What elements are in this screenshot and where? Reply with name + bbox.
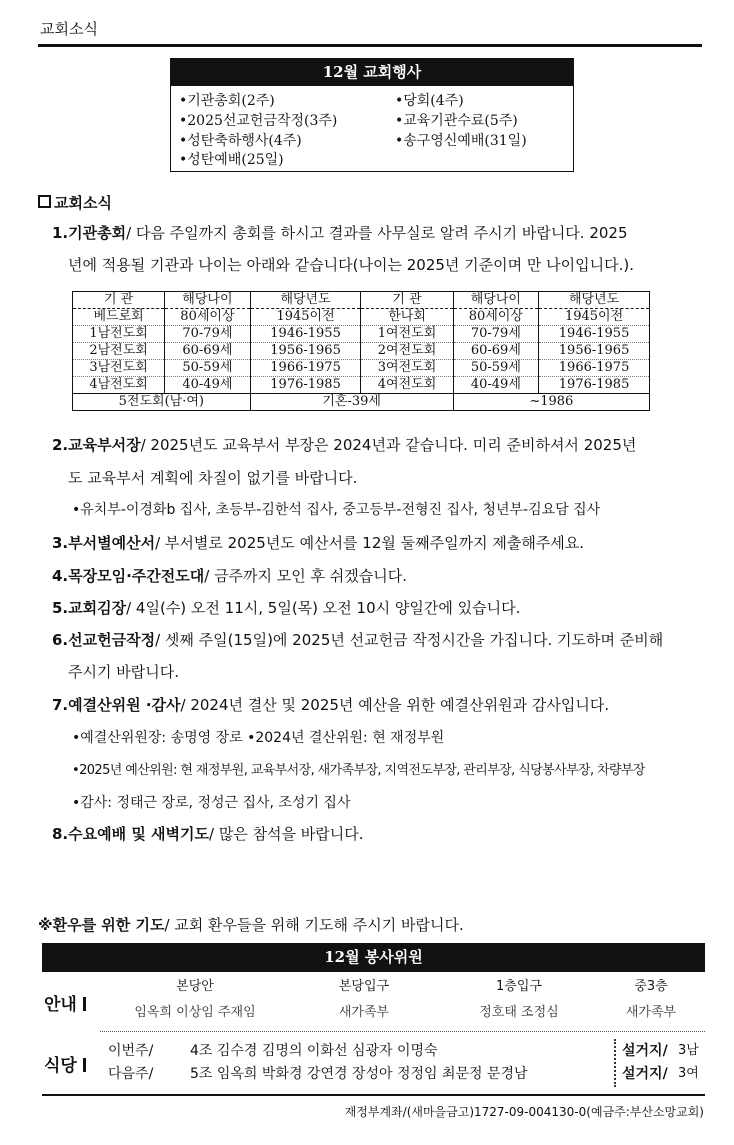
item-text: / 2024년 결산 및 2025년 예산을 위한 예결산위원과 감사입니다. [180, 696, 610, 714]
table-row [73, 360, 650, 377]
news-item-7-sub: •감사: 정태근 장로, 정성근 집사, 조성기 집사 [72, 795, 351, 811]
table-header: 해당년도 [539, 292, 650, 309]
table-cell: 1946-1955 [250, 326, 361, 343]
news-item-3 [52, 532, 584, 554]
bank-account-info: 재정부계좌/(새마을금고)1727-09-004130-0(예금주:부산소망교회) [344, 1105, 704, 1119]
table-cell: 1956-1965 [250, 343, 361, 360]
news-item-7-sub: •2025년 예산위원: 현 재정부원, 교육부서장, 새가족부장, 지역전도부장, 관리부장, 식당봉사부장, 차량부장 [72, 763, 645, 778]
prayer-request [38, 914, 464, 935]
guide-names: 새가족부 [625, 1005, 677, 1020]
table-cell: 80세이상 [165, 309, 251, 326]
label-bar-icon [83, 997, 86, 1011]
news-item-6-cont: 주시기 바랍니다. [68, 663, 179, 681]
table-cell: 1946-1955 [539, 326, 650, 343]
square-bullet-icon [38, 195, 51, 208]
table-cell: 50-59세 [453, 360, 539, 377]
item-heading: 기관총회 [68, 224, 127, 242]
table-cell: 40-49세 [165, 377, 251, 394]
dish-label: 설거지/ [622, 1043, 668, 1059]
item-heading: 목장모임·주간전도대 [68, 567, 205, 585]
item-heading: 선교헌금작정 [68, 631, 156, 649]
table-cell: 40-49세 [453, 377, 539, 394]
table-cell: 50-59세 [165, 360, 251, 377]
label-bar-icon [83, 1058, 86, 1072]
news-item-2-cont: 도 교육부서 계획에 차질이 없기를 바랍니다. [68, 469, 358, 487]
table-cell: 1956-1965 [539, 343, 650, 360]
item-heading: 예결산위원 ·감사 [68, 696, 181, 714]
table-cell: 기혼-39세 [250, 394, 453, 411]
event-item: •기관총회(2주) [179, 93, 275, 109]
table-cell: 1976-1985 [539, 377, 650, 394]
dish-divider [614, 1039, 616, 1087]
table-cell: 2남전도회 [73, 343, 165, 360]
item-number: 6. [52, 631, 69, 649]
table-row [73, 309, 650, 326]
news-item-7 [52, 694, 609, 716]
guide-names: 정호태 조정심 [479, 1005, 559, 1020]
table-header-row [73, 292, 650, 309]
event-item: •성탄축하행사(4주) [179, 133, 302, 149]
news-item-2-sub: •유치부-이경화b 집사, 초등부-김한석 집사, 중고등부-전형진 집사, 청년부-김요담 집사 [72, 502, 601, 518]
item-text: / 많은 참석을 바랍니다. [209, 825, 364, 843]
item-number: 2. [52, 436, 69, 454]
news-item-8 [52, 823, 364, 845]
age-group-table [72, 291, 650, 411]
item-heading: 부서별예산서 [68, 534, 156, 552]
table-cell: 60-69세 [165, 343, 251, 360]
table-cell: 3여전도회 [361, 360, 453, 377]
item-text: / 4일(수) 오전 11시, 5일(목) 오전 10시 양일간에 있습니다. [126, 599, 521, 617]
table-cell: 1여전도회 [361, 326, 453, 343]
row-divider [100, 1031, 705, 1032]
dish-group: 3남 [678, 1043, 699, 1058]
guide-place: 1층입구 [496, 979, 542, 994]
cafeteria-label-text: 식당 [44, 1056, 77, 1076]
guide-names: 임옥희 이상임 주재임 [134, 1005, 256, 1020]
table-row [73, 343, 650, 360]
prayer-text: / 교회 환우들을 위해 기도해 주시기 바랍니다. [164, 916, 464, 934]
page-section-title: 교회소식 [40, 20, 98, 38]
table-header: 해당나이 [453, 292, 539, 309]
table-header: 해당년도 [250, 292, 361, 309]
event-item: •성탄예배(25일) [179, 152, 284, 168]
table-cell: 1945이전 [250, 309, 361, 326]
item-number: 7. [52, 696, 69, 714]
dish-group: 3여 [678, 1066, 699, 1081]
table-cell: 1남전도회 [73, 326, 165, 343]
service-title-bar: 12월 봉사위원 [42, 943, 705, 972]
table-cell: 4여전도회 [361, 377, 453, 394]
cafeteria-week: 다음주/ [108, 1066, 154, 1082]
footer-divider [42, 1094, 705, 1096]
table-header: 해당나이 [165, 292, 251, 309]
table-cell: ~1986 [453, 394, 649, 411]
guide-place: 본당안 [176, 979, 214, 994]
news-item-7-sub: •예결산위원장: 송명영 장로 •2024년 결산위원: 현 재정부원 [72, 730, 445, 746]
news-item-5 [52, 597, 520, 619]
table-cell: 1966-1975 [250, 360, 361, 377]
table-cell: 한나회 [361, 309, 453, 326]
table-cell: 베드로회 [73, 309, 165, 326]
item-text: / 금주까지 모인 후 쉬겠습니다. [204, 567, 408, 585]
item-number: 4. [52, 567, 69, 585]
december-events-box [170, 58, 574, 172]
cafeteria-names: 5조 임옥희 박화경 강연경 장성아 정정임 최문정 문경남 [190, 1066, 528, 1082]
event-item: •송구영신예배(31일) [395, 133, 527, 149]
table-cell: 3남전도회 [73, 360, 165, 377]
table-cell: 4남전도회 [73, 377, 165, 394]
news-heading [38, 192, 112, 213]
guide-place: 중3층 [634, 979, 668, 994]
event-item: •당회(4주) [395, 93, 464, 109]
prayer-heading: ※환우를 위한 기도 [38, 916, 165, 934]
news-item-6 [52, 629, 663, 651]
table-row [73, 394, 650, 411]
header-divider [38, 44, 702, 47]
item-heading: 교회김장 [68, 599, 127, 617]
item-text: / 다음 주일까지 총회를 하시고 결과를 사무실로 알려 주시기 바랍니다. 2025 [126, 224, 628, 242]
item-text: / 부서별로 2025년도 예산서를 12월 둘째주일까지 제출해주세요. [155, 534, 585, 552]
table-header: 기 관 [361, 292, 453, 309]
table-row [73, 326, 650, 343]
item-number: 8. [52, 825, 69, 843]
table-row [73, 377, 650, 394]
table-cell: 70-79세 [165, 326, 251, 343]
item-heading: 수요예배 및 새벽기도 [68, 825, 209, 843]
cafeteria-names: 4조 김수경 김명의 이화선 심광자 이명숙 [190, 1043, 438, 1059]
table-cell: 1966-1975 [539, 360, 650, 377]
news-item-2 [52, 434, 636, 456]
item-number: 5. [52, 599, 69, 617]
news-heading-text: 교회소식 [54, 194, 112, 212]
item-number: 3. [52, 534, 69, 552]
table-header: 기 관 [73, 292, 165, 309]
cafeteria-row-label [44, 1051, 86, 1076]
news-item-4 [52, 565, 407, 587]
table-cell: 1945이전 [539, 309, 650, 326]
table-cell: 60-69세 [453, 343, 539, 360]
item-heading: 교육부서장 [68, 436, 141, 454]
table-cell: 70-79세 [453, 326, 539, 343]
event-item: •교육기관수료(5주) [395, 113, 518, 129]
item-text: / 셋째 주일(15일)에 2025년 선교헌금 작정시간을 가집니다. 기도하며 준비해 [155, 631, 664, 649]
item-number: 1. [52, 224, 69, 242]
guide-row-label [44, 990, 86, 1015]
guide-label-text: 안내 [44, 995, 77, 1015]
news-item-1 [52, 222, 628, 244]
cafeteria-week: 이번주/ [108, 1043, 154, 1059]
guide-place: 본당입구 [338, 979, 390, 994]
table-cell: 2여전도회 [361, 343, 453, 360]
event-item: •2025선교헌금작정(3주) [179, 113, 338, 129]
item-text: / 2025년도 교육부서 부장은 2024년과 같습니다. 미리 준비하셔서 2025년 [140, 436, 637, 454]
events-box-title: 12월 교회행사 [171, 59, 573, 86]
table-cell: 80세이상 [453, 309, 539, 326]
dish-label: 설거지/ [622, 1066, 668, 1082]
news-item-1-cont: 년에 적용될 기관과 나이는 아래와 같습니다(나이는 2025년 기준이며 만 나이입니다.). [68, 256, 635, 274]
table-cell: 1976-1985 [250, 377, 361, 394]
table-cell: 5전도회(남·여) [73, 394, 251, 411]
guide-names: 새가족부 [338, 1005, 390, 1020]
